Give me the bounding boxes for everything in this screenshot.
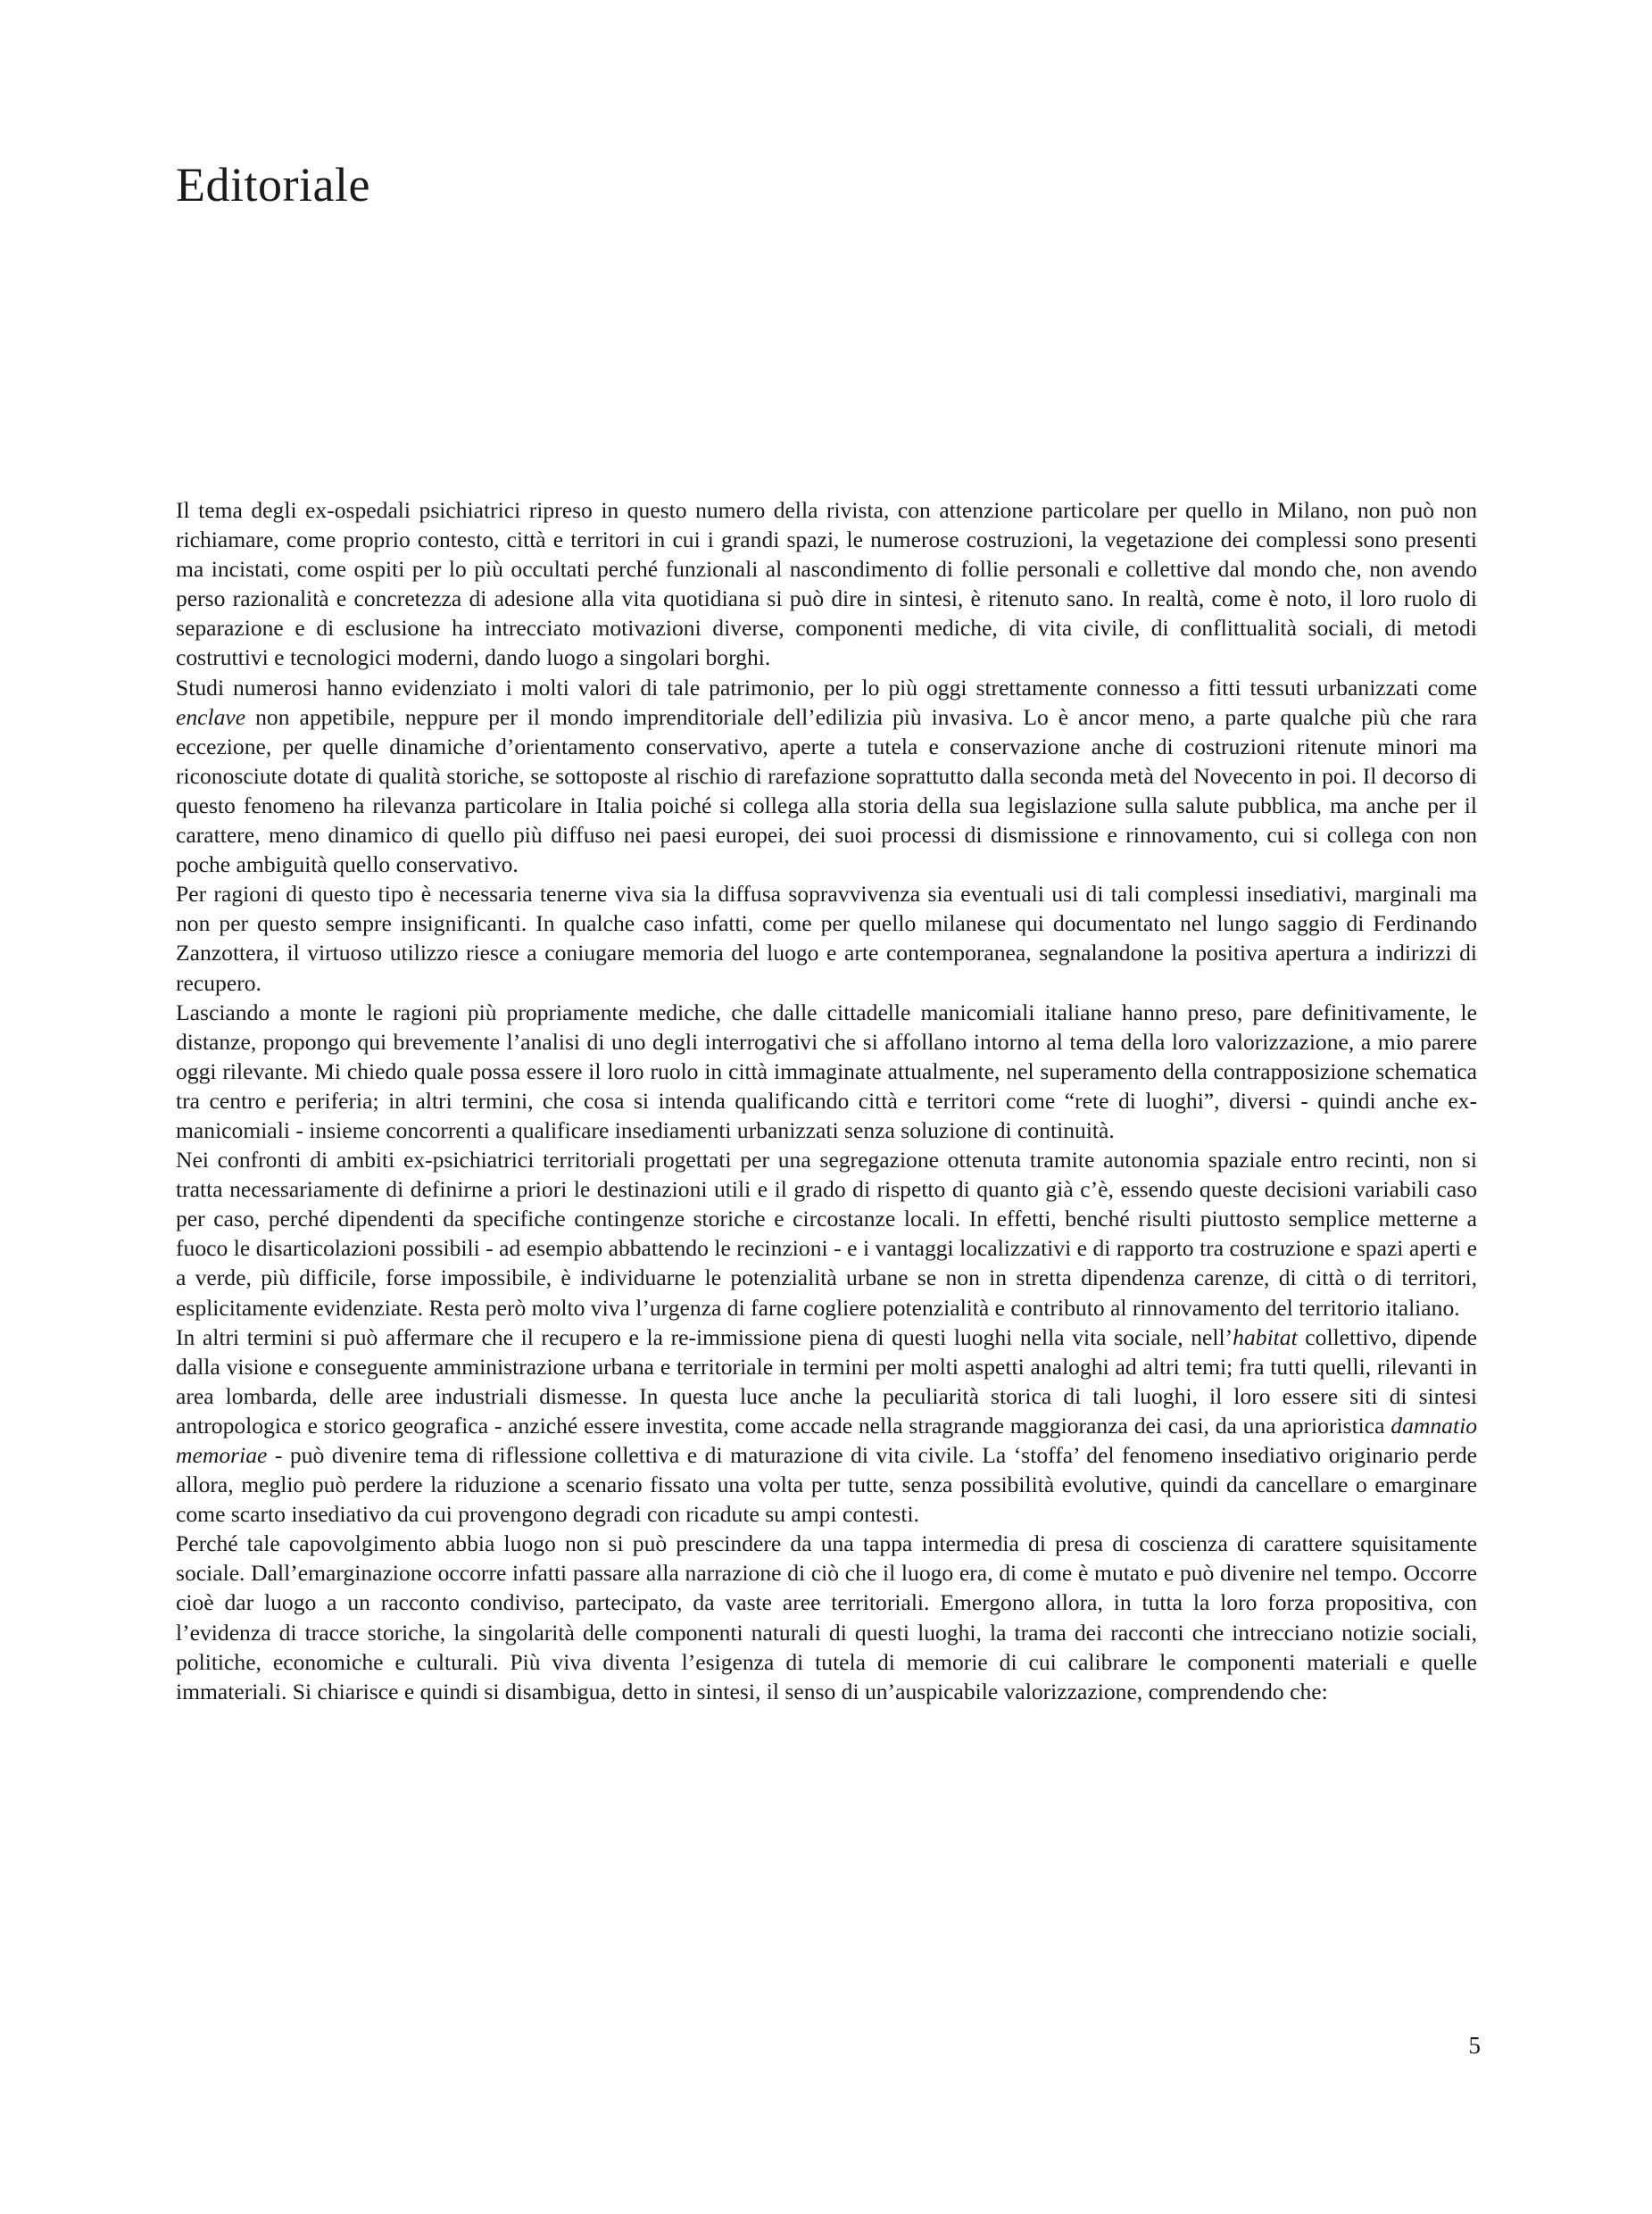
paragraph <box>176 998 1477 1145</box>
text-run: - può divenire tema di riflessione collettiva e di maturazione di vita civile. La ‘stoffa’ del fenomeno insediativo originario perde allora, meglio può perdere la riduzione a scenario fissato una volta per tutte, senza possibilità evolutive, quindi da cancellare o emarginare come scarto insediativo da cui provengono degradi con ricadute su ampi contesti. <box>176 1442 1477 1528</box>
text-run: Studi numerosi hanno evidenziato i molti valori di tale patrimonio, per lo più oggi strettamente connesso a fitti tessuti urbanizzati come <box>176 674 1477 701</box>
text-run: collettivo, dipende dalla visione e conseguente amministrazione urbana e territoriale in termini per molti aspetti analoghi ad altri temi; fra tutti quelli, rilevanti in area lombarda, delle aree industriali dismesse. In questa luce anche la peculiarità storica di tali luoghi, il loro essere siti di sintesi antropologica e storico geografica - anziché essere investita, come accade nella stragrande maggioranza dei casi, da una aprioristica <box>176 1323 1477 1439</box>
text-run: Nei confronti di ambiti ex-psichiatrici territoriali progettati per una segregazione ottenuta tramite autonomia spaziale entro recinti, non si tratta necessariamente di definirne a priori le destinazioni utili e il grado di rispetto di quanto già c’è, essendo queste decisioni variabili caso per caso, perché dipendenti da specifiche contingenze storiche e circostanze locali. In effetti, benché risulti piuttosto semplice metterne a fuoco le disarticolazioni possibili - ad esempio abbattendo le recinzioni - e i vantaggi localizzativi e di rapporto tra costruzione e spazi aperti e a verde, più difficile, forse impossibile, è individuarne le potenzialità urbane se non in stretta dipendenza carenze, di città o di territori, esplicitamente evidenziate. Resta però molto viva l’urgenza di farne cogliere potenzialità e contributo al rinnovamento del territorio italiano. <box>176 1147 1477 1321</box>
page-title: Editoriale <box>176 158 370 211</box>
text-run: In altri termini si può affermare che il recupero e la re-immissione piena di questi luoghi nella vita sociale, nell’ <box>176 1323 1233 1350</box>
paragraph <box>176 879 1477 997</box>
paragraph <box>176 1529 1477 1706</box>
article-body <box>176 495 1477 1706</box>
page-number: 5 <box>1468 2032 1481 2059</box>
text-run: Il tema degli ex-ospedali psichiatrici ripreso in questo numero della rivista, con attenzione particolare per quello in Milano, non può non richiamare, come proprio contesto, città e territori in cui i grandi spazi, le numerose costruzioni, la vegetazione dei complessi sono presenti ma incistati, come ospiti per lo più occultati perché funzionali al nascondimento di follie personali e collettive dal mondo che, non avendo perso razionalità e concretezza di adesione alla vita quotidiana si può dire in sintesi, è ritenuto sano. In realtà, come è noto, il loro ruolo di separazione e di esclusione ha intrecciato motivazioni diverse, componenti mediche, di vita civile, di conflittualità sociali, di metodi costruttivi e tecnologici moderni, dando luogo a singolari borghi. <box>176 497 1477 671</box>
italic-term: enclave <box>176 703 246 730</box>
paragraph <box>176 495 1477 673</box>
text-run: Per ragioni di questo tipo è necessaria tenerne viva sia la diffusa sopravvivenza sia eventuali usi di tali complessi insediativi, marginali ma non per questo sempre insignificanti. In qualche caso infatti, come per quello milanese qui documentato nel lungo saggio di Ferdinando Zanzottera, il virtuoso utilizzo riesce a coniugare memoria del luogo e arte contemporanea, segnalandone la positiva apertura a indirizzi di recupero. <box>176 881 1477 996</box>
paragraph <box>176 673 1477 880</box>
paragraph <box>176 1145 1477 1323</box>
text-run: Perché tale capovolgimento abbia luogo non si può prescindere da una tappa intermedia di presa di coscienza di carattere squisitamente sociale. Dall’emarginazione occorre infatti passare alla narrazione di ciò che il luogo era, di come è mutato e può divenire nel tempo. Occorre cioè dar luogo a un racconto condiviso, partecipato, da vaste aree territoriali. Emergono allora, in tutta la loro forza propositiva, con l’evidenza di tracce storiche, la singolarità delle componenti naturali di questi luoghi, la trama dei racconti che intrecciano notizie sociali, politiche, economiche e culturali. Più viva diventa l’esigenza di tutela di memorie di cui calibrare le componenti materiali e quelle immateriali. Si chiarisce e quindi si disambigua, detto in sintesi, il senso di un’auspicabile valorizzazione, comprendendo che: <box>176 1530 1477 1704</box>
paragraph <box>176 1323 1477 1530</box>
text-run: non appetibile, neppure per il mondo imprenditoriale dell’edilizia più invasiva. Lo è ancor meno, a parte qualche più che rara eccezione, per quelle dinamiche d’orientamento conservativo, aperte a tutela e conservazione anche di costruzioni ritenute minori ma riconosciute dotate di qualità storiche, se sottoposte al rischio di rarefazione soprattutto dalla seconda metà del Novecento in poi. Il decorso di questo fenomeno ha rilevanza particolare in Italia poiché si collega alla storia della sua legislazione sulla salute pubblica, ma anche per il carattere, meno dinamico di quello più diffuso nei paesi europei, dei suoi processi di dismissione e rinnovamento, cui si collega con non poche ambiguità quello conservativo. <box>176 703 1477 878</box>
text-run: Lasciando a monte le ragioni più propriamente mediche, che dalle cittadelle manicomiali italiane hanno preso, pare definitivamente, le distanze, propongo qui brevemente l’analisi di uno degli interrogativi che si affollano intorno al tema della loro valorizzazione, a mio parere oggi rilevante. Mi chiedo quale possa essere il loro ruolo in città immaginate attualmente, nel superamento della contrapposizione schematica tra centro e periferia; in altri termini, che cosa si intenda qualificando città e territori come “rete di luoghi”, diversi - quindi anche ex-manicomiali - insieme concorrenti a qualificare insediamenti urbanizzati senza soluzione di continuità. <box>176 999 1477 1143</box>
italic-term: habitat <box>1233 1323 1298 1350</box>
italic-term: damnatio memoriae <box>176 1412 1477 1468</box>
